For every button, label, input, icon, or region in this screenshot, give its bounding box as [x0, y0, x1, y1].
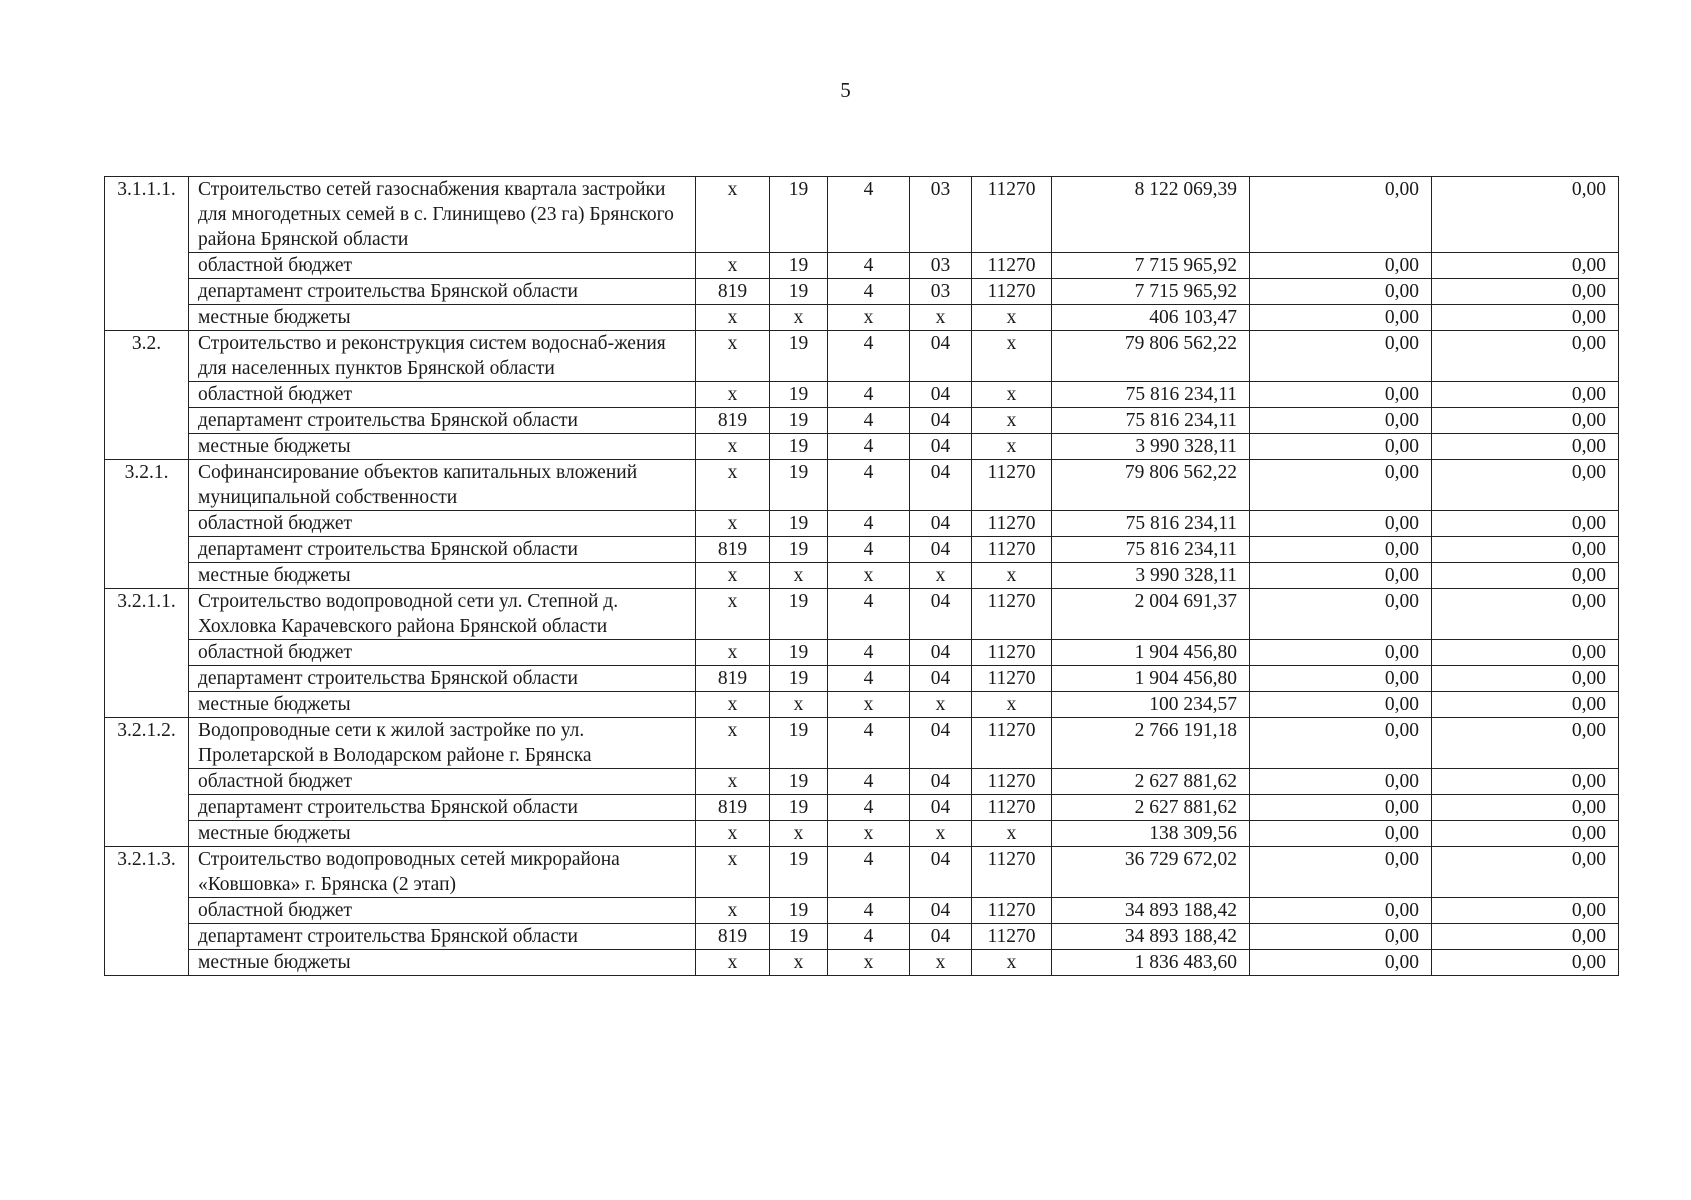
- code-gr-cell: х: [696, 589, 770, 640]
- row-number-cell: [105, 563, 189, 589]
- amount-year2-cell: 0,00: [1250, 950, 1432, 976]
- code-gr-cell: х: [696, 821, 770, 847]
- page-number: 5: [840, 78, 851, 102]
- row-number-cell: [105, 821, 189, 847]
- code-section-cell: 19: [770, 408, 828, 434]
- description-cell: Строительство водопроводной сети ул. Степной д. Хохловка Карачевского района Брянской области: [189, 589, 696, 640]
- amount-year1-cell: 79 806 562,22: [1052, 331, 1250, 382]
- table-row: [105, 563, 1619, 589]
- description-cell: местные бюджеты: [189, 563, 696, 589]
- description-cell: областной бюджет: [189, 640, 696, 666]
- amount-year3-cell: 0,00: [1432, 279, 1619, 305]
- amount-year3-cell: 0,00: [1432, 305, 1619, 331]
- amount-year3-cell: 0,00: [1432, 718, 1619, 769]
- amount-year2-cell: 0,00: [1250, 666, 1432, 692]
- description-cell: Софинансирование объектов капитальных вложений муниципальной собственности: [189, 460, 696, 511]
- description-cell: департамент строительства Брянской области: [189, 666, 696, 692]
- row-number-cell: [105, 692, 189, 718]
- code-subsection-cell: х: [828, 563, 910, 589]
- code-subsection-cell: 4: [828, 177, 910, 253]
- code-direction-cell: 11270: [972, 460, 1052, 511]
- code-direction-cell: 11270: [972, 253, 1052, 279]
- amount-year2-cell: 0,00: [1250, 382, 1432, 408]
- amount-year1-cell: 8 122 069,39: [1052, 177, 1250, 253]
- code-subsection-cell: 4: [828, 795, 910, 821]
- row-number-cell: [105, 924, 189, 950]
- code-program-cell: 04: [910, 769, 972, 795]
- amount-year1-cell: 34 893 188,42: [1052, 924, 1250, 950]
- table-row: [105, 460, 1619, 511]
- amount-year2-cell: 0,00: [1250, 718, 1432, 769]
- description-cell: департамент строительства Брянской области: [189, 279, 696, 305]
- row-number-cell: [105, 950, 189, 976]
- row-number-cell: [105, 279, 189, 305]
- table-row: [105, 511, 1619, 537]
- table-row: [105, 898, 1619, 924]
- amount-year1-cell: 2 627 881,62: [1052, 795, 1250, 821]
- code-subsection-cell: 4: [828, 640, 910, 666]
- code-section-cell: 19: [770, 924, 828, 950]
- amount-year2-cell: 0,00: [1250, 898, 1432, 924]
- code-section-cell: 19: [770, 898, 828, 924]
- code-section-cell: 19: [770, 460, 828, 511]
- code-gr-cell: 819: [696, 795, 770, 821]
- code-gr-cell: х: [696, 640, 770, 666]
- code-program-cell: 04: [910, 795, 972, 821]
- code-direction-cell: 11270: [972, 640, 1052, 666]
- code-subsection-cell: 4: [828, 511, 910, 537]
- amount-year2-cell: 0,00: [1250, 434, 1432, 460]
- amount-year1-cell: 75 816 234,11: [1052, 382, 1250, 408]
- code-direction-cell: 11270: [972, 795, 1052, 821]
- amount-year2-cell: 0,00: [1250, 537, 1432, 563]
- code-section-cell: 19: [770, 769, 828, 795]
- amount-year2-cell: 0,00: [1250, 305, 1432, 331]
- amount-year3-cell: 0,00: [1432, 795, 1619, 821]
- code-subsection-cell: 4: [828, 898, 910, 924]
- code-program-cell: 04: [910, 898, 972, 924]
- amount-year3-cell: 0,00: [1432, 460, 1619, 511]
- description-cell: Водопроводные сети к жилой застройке по ул. Пролетарской в Володарском районе г. Брянска: [189, 718, 696, 769]
- code-program-cell: 04: [910, 924, 972, 950]
- table-row: [105, 718, 1619, 769]
- row-number-cell: [105, 253, 189, 279]
- code-section-cell: х: [770, 305, 828, 331]
- amount-year1-cell: 79 806 562,22: [1052, 460, 1250, 511]
- code-direction-cell: 11270: [972, 924, 1052, 950]
- code-direction-cell: х: [972, 305, 1052, 331]
- amount-year3-cell: 0,00: [1432, 666, 1619, 692]
- row-number-cell: 3.2.1.2.: [105, 718, 189, 769]
- code-subsection-cell: х: [828, 692, 910, 718]
- description-cell: областной бюджет: [189, 898, 696, 924]
- code-direction-cell: х: [972, 950, 1052, 976]
- row-number-cell: [105, 305, 189, 331]
- amount-year2-cell: 0,00: [1250, 511, 1432, 537]
- code-gr-cell: х: [696, 305, 770, 331]
- code-gr-cell: 819: [696, 408, 770, 434]
- amount-year3-cell: 0,00: [1432, 924, 1619, 950]
- description-cell: департамент строительства Брянской области: [189, 924, 696, 950]
- code-gr-cell: х: [696, 460, 770, 511]
- row-number-cell: 3.2.: [105, 331, 189, 382]
- code-subsection-cell: 4: [828, 847, 910, 898]
- code-subsection-cell: х: [828, 821, 910, 847]
- amount-year3-cell: 0,00: [1432, 898, 1619, 924]
- amount-year3-cell: 0,00: [1432, 563, 1619, 589]
- code-subsection-cell: 4: [828, 537, 910, 563]
- row-number-cell: [105, 537, 189, 563]
- amount-year3-cell: 0,00: [1432, 511, 1619, 537]
- code-gr-cell: х: [696, 434, 770, 460]
- amount-year1-cell: 3 990 328,11: [1052, 434, 1250, 460]
- code-gr-cell: 819: [696, 924, 770, 950]
- amount-year1-cell: 138 309,56: [1052, 821, 1250, 847]
- amount-year3-cell: 0,00: [1432, 331, 1619, 382]
- code-direction-cell: 11270: [972, 718, 1052, 769]
- amount-year2-cell: 0,00: [1250, 847, 1432, 898]
- table-row: [105, 537, 1619, 563]
- amount-year3-cell: 0,00: [1432, 434, 1619, 460]
- description-cell: местные бюджеты: [189, 950, 696, 976]
- code-direction-cell: х: [972, 331, 1052, 382]
- amount-year2-cell: 0,00: [1250, 460, 1432, 511]
- code-gr-cell: х: [696, 563, 770, 589]
- row-number-cell: [105, 640, 189, 666]
- amount-year3-cell: 0,00: [1432, 640, 1619, 666]
- table-row: [105, 795, 1619, 821]
- table-row: [105, 382, 1619, 408]
- code-program-cell: х: [910, 821, 972, 847]
- code-subsection-cell: 4: [828, 331, 910, 382]
- code-section-cell: 19: [770, 382, 828, 408]
- amount-year1-cell: 75 816 234,11: [1052, 511, 1250, 537]
- code-section-cell: 19: [770, 511, 828, 537]
- table-row: [105, 253, 1619, 279]
- code-section-cell: 19: [770, 640, 828, 666]
- code-program-cell: х: [910, 563, 972, 589]
- code-gr-cell: х: [696, 382, 770, 408]
- code-gr-cell: х: [696, 253, 770, 279]
- description-cell: департамент строительства Брянской области: [189, 537, 696, 563]
- code-direction-cell: х: [972, 408, 1052, 434]
- code-gr-cell: х: [696, 898, 770, 924]
- amount-year3-cell: 0,00: [1432, 821, 1619, 847]
- description-cell: областной бюджет: [189, 769, 696, 795]
- amount-year1-cell: 34 893 188,42: [1052, 898, 1250, 924]
- row-number-cell: [105, 408, 189, 434]
- code-section-cell: 19: [770, 434, 828, 460]
- code-subsection-cell: 4: [828, 382, 910, 408]
- code-section-cell: 19: [770, 279, 828, 305]
- amount-year2-cell: 0,00: [1250, 177, 1432, 253]
- code-direction-cell: х: [972, 382, 1052, 408]
- code-section-cell: 19: [770, 847, 828, 898]
- code-gr-cell: х: [696, 511, 770, 537]
- code-direction-cell: 11270: [972, 589, 1052, 640]
- amount-year1-cell: 75 816 234,11: [1052, 408, 1250, 434]
- amount-year3-cell: 0,00: [1432, 589, 1619, 640]
- table-row: [105, 847, 1619, 898]
- code-section-cell: х: [770, 950, 828, 976]
- table-row: [105, 279, 1619, 305]
- code-gr-cell: х: [696, 769, 770, 795]
- code-subsection-cell: 4: [828, 434, 910, 460]
- amount-year3-cell: 0,00: [1432, 950, 1619, 976]
- row-number-cell: [105, 898, 189, 924]
- code-subsection-cell: 4: [828, 718, 910, 769]
- amount-year1-cell: 75 816 234,11: [1052, 537, 1250, 563]
- code-subsection-cell: 4: [828, 769, 910, 795]
- code-subsection-cell: 4: [828, 253, 910, 279]
- code-program-cell: 04: [910, 847, 972, 898]
- amount-year1-cell: 7 715 965,92: [1052, 279, 1250, 305]
- table-row: [105, 924, 1619, 950]
- code-section-cell: 19: [770, 718, 828, 769]
- code-subsection-cell: 4: [828, 460, 910, 511]
- amount-year1-cell: 406 103,47: [1052, 305, 1250, 331]
- code-direction-cell: х: [972, 563, 1052, 589]
- amount-year2-cell: 0,00: [1250, 640, 1432, 666]
- amount-year2-cell: 0,00: [1250, 795, 1432, 821]
- table-row: [105, 640, 1619, 666]
- code-section-cell: х: [770, 692, 828, 718]
- code-subsection-cell: х: [828, 950, 910, 976]
- code-program-cell: 04: [910, 666, 972, 692]
- code-program-cell: 03: [910, 177, 972, 253]
- description-cell: областной бюджет: [189, 253, 696, 279]
- code-program-cell: х: [910, 950, 972, 976]
- row-number-cell: [105, 434, 189, 460]
- code-section-cell: 19: [770, 253, 828, 279]
- code-direction-cell: 11270: [972, 769, 1052, 795]
- code-subsection-cell: 4: [828, 589, 910, 640]
- amount-year3-cell: 0,00: [1432, 769, 1619, 795]
- amount-year1-cell: 36 729 672,02: [1052, 847, 1250, 898]
- row-number-cell: [105, 511, 189, 537]
- code-program-cell: 03: [910, 253, 972, 279]
- code-section-cell: 19: [770, 666, 828, 692]
- code-gr-cell: х: [696, 331, 770, 382]
- description-cell: Строительство сетей газоснабжения квартала застройки для многодетных семей в с. Глинищево (23 га) Брянского района Брянской области: [189, 177, 696, 253]
- row-number-cell: 3.2.1.: [105, 460, 189, 511]
- code-subsection-cell: х: [828, 305, 910, 331]
- amount-year2-cell: 0,00: [1250, 821, 1432, 847]
- code-subsection-cell: 4: [828, 666, 910, 692]
- amount-year3-cell: 0,00: [1432, 177, 1619, 253]
- amount-year2-cell: 0,00: [1250, 563, 1432, 589]
- amount-year2-cell: 0,00: [1250, 924, 1432, 950]
- amount-year3-cell: 0,00: [1432, 382, 1619, 408]
- description-cell: Строительство водопроводных сетей микрорайона «Ковшовка» г. Брянска (2 этап): [189, 847, 696, 898]
- code-direction-cell: 11270: [972, 279, 1052, 305]
- code-program-cell: 04: [910, 589, 972, 640]
- amount-year3-cell: 0,00: [1432, 253, 1619, 279]
- code-program-cell: 04: [910, 511, 972, 537]
- table-row: [105, 666, 1619, 692]
- amount-year1-cell: 2 627 881,62: [1052, 769, 1250, 795]
- amount-year2-cell: 0,00: [1250, 692, 1432, 718]
- code-gr-cell: х: [696, 692, 770, 718]
- description-cell: Строительство и реконструкция систем водоснаб-жения для населенных пунктов Брянской области: [189, 331, 696, 382]
- code-direction-cell: х: [972, 692, 1052, 718]
- code-section-cell: 19: [770, 795, 828, 821]
- code-direction-cell: 11270: [972, 666, 1052, 692]
- amount-year2-cell: 0,00: [1250, 253, 1432, 279]
- code-gr-cell: 819: [696, 537, 770, 563]
- code-program-cell: х: [910, 305, 972, 331]
- row-number-cell: [105, 382, 189, 408]
- description-cell: местные бюджеты: [189, 305, 696, 331]
- code-subsection-cell: 4: [828, 924, 910, 950]
- row-number-cell: [105, 769, 189, 795]
- code-program-cell: 04: [910, 331, 972, 382]
- code-section-cell: 19: [770, 537, 828, 563]
- amount-year3-cell: 0,00: [1432, 408, 1619, 434]
- code-section-cell: 19: [770, 177, 828, 253]
- code-section-cell: 19: [770, 589, 828, 640]
- row-number-cell: 3.2.1.1.: [105, 589, 189, 640]
- code-direction-cell: 11270: [972, 537, 1052, 563]
- amount-year1-cell: 2 766 191,18: [1052, 718, 1250, 769]
- code-direction-cell: х: [972, 821, 1052, 847]
- amount-year1-cell: 1 904 456,80: [1052, 640, 1250, 666]
- description-cell: местные бюджеты: [189, 434, 696, 460]
- amount-year1-cell: 1 836 483,60: [1052, 950, 1250, 976]
- code-direction-cell: 11270: [972, 177, 1052, 253]
- amount-year2-cell: 0,00: [1250, 331, 1432, 382]
- code-section-cell: 19: [770, 331, 828, 382]
- amount-year2-cell: 0,00: [1250, 769, 1432, 795]
- amount-year1-cell: 100 234,57: [1052, 692, 1250, 718]
- amount-year3-cell: 0,00: [1432, 847, 1619, 898]
- description-cell: местные бюджеты: [189, 821, 696, 847]
- code-direction-cell: 11270: [972, 898, 1052, 924]
- code-program-cell: х: [910, 692, 972, 718]
- description-cell: областной бюджет: [189, 511, 696, 537]
- code-gr-cell: 819: [696, 279, 770, 305]
- amount-year1-cell: 7 715 965,92: [1052, 253, 1250, 279]
- row-number-cell: [105, 666, 189, 692]
- code-program-cell: 04: [910, 640, 972, 666]
- row-number-cell: 3.1.1.1.: [105, 177, 189, 253]
- amount-year2-cell: 0,00: [1250, 408, 1432, 434]
- code-gr-cell: х: [696, 177, 770, 253]
- code-program-cell: 04: [910, 408, 972, 434]
- row-number-cell: 3.2.1.3.: [105, 847, 189, 898]
- amount-year1-cell: 2 004 691,37: [1052, 589, 1250, 640]
- budget-table-body: [105, 177, 1619, 976]
- table-row: [105, 331, 1619, 382]
- code-subsection-cell: 4: [828, 408, 910, 434]
- description-cell: областной бюджет: [189, 382, 696, 408]
- amount-year3-cell: 0,00: [1432, 692, 1619, 718]
- amount-year2-cell: 0,00: [1250, 589, 1432, 640]
- code-program-cell: 04: [910, 460, 972, 511]
- code-program-cell: 03: [910, 279, 972, 305]
- code-section-cell: х: [770, 563, 828, 589]
- table-row: [105, 589, 1619, 640]
- code-gr-cell: х: [696, 718, 770, 769]
- code-gr-cell: х: [696, 950, 770, 976]
- table-row: [105, 434, 1619, 460]
- description-cell: департамент строительства Брянской области: [189, 795, 696, 821]
- code-program-cell: 04: [910, 434, 972, 460]
- code-direction-cell: 11270: [972, 511, 1052, 537]
- table-row: [105, 950, 1619, 976]
- code-gr-cell: х: [696, 847, 770, 898]
- description-cell: местные бюджеты: [189, 692, 696, 718]
- table-row: [105, 305, 1619, 331]
- amount-year1-cell: 3 990 328,11: [1052, 563, 1250, 589]
- code-program-cell: 04: [910, 382, 972, 408]
- code-section-cell: х: [770, 821, 828, 847]
- budget-table: [104, 176, 1619, 976]
- code-program-cell: 04: [910, 718, 972, 769]
- code-program-cell: 04: [910, 537, 972, 563]
- code-direction-cell: 11270: [972, 847, 1052, 898]
- table-row: [105, 177, 1619, 253]
- table-row: [105, 692, 1619, 718]
- code-subsection-cell: 4: [828, 279, 910, 305]
- code-gr-cell: 819: [696, 666, 770, 692]
- amount-year2-cell: 0,00: [1250, 279, 1432, 305]
- table-row: [105, 821, 1619, 847]
- code-direction-cell: х: [972, 434, 1052, 460]
- row-number-cell: [105, 795, 189, 821]
- amount-year1-cell: 1 904 456,80: [1052, 666, 1250, 692]
- table-row: [105, 769, 1619, 795]
- description-cell: департамент строительства Брянской области: [189, 408, 696, 434]
- amount-year3-cell: 0,00: [1432, 537, 1619, 563]
- table-row: [105, 408, 1619, 434]
